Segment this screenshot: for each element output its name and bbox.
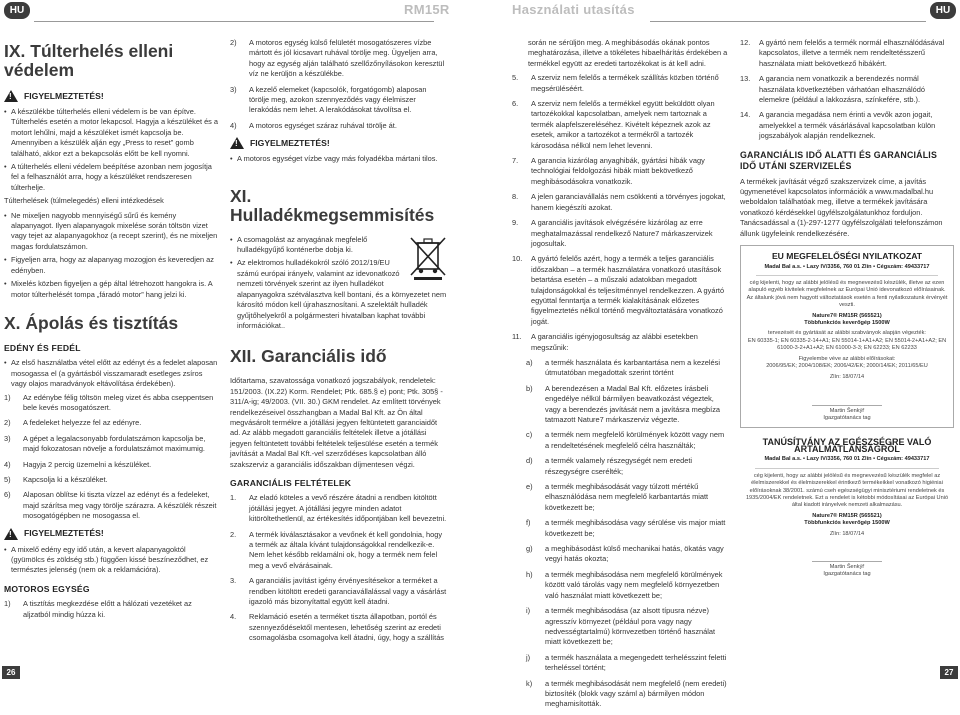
list-number: g): [526, 544, 533, 554]
list-text: a termék meghibásodását nem megfelelő (nem eredeti) biztosíték (blokk vagy száml a) bármilyen módon meghamisították.: [545, 678, 727, 709]
company-address: Madal Bal a.s. • Lazy IV/3356, 760 01 Zlín • Cégszám: 49433717: [764, 263, 930, 270]
paragraph: A termékek javítását végző szakszervizek címe, a javítás ügymenetével kapcsolatos információk a www.madalbal.hu weboldalon találhatóak meg, illetve a termékek javítására vonatkozó kérdésekkel ügyfélszolgálatunkhoz forduljon. Tanácsadással a (1)-297-1277 ügyfélszolgálati telefonszámon állunk ügyfeleink rendelkezésére.: [740, 176, 943, 238]
box-title: TANÚSÍTVÁNY AZ EGÉSZSÉGRE VALÓ ÁRTALMATLANSÁGRÓL: [762, 436, 932, 454]
list-number: 8.: [512, 192, 519, 202]
list-item: 1) A tisztítás megkezdése előtt a hálózati vezetéket az aljzatból mindig húzza ki.: [4, 599, 192, 619]
list-item: [512, 99, 730, 151]
signature-line: [812, 544, 882, 562]
list-number: 12.: [740, 38, 751, 47]
list-text: A garancia megadása nem érinti a vevők azon jogait, amelyekkel a termék vásárlásával kapcsolatban külön jogszabályok alapján rendelkeznek.: [759, 110, 936, 141]
list-item: • A készülékbe túlterhelés elleni védelem is be van építve. Túlterhelés esetén a motor lekapcsol. Hagyja a készüléket és a motort lehűlni, majd a készüléket ismét kapcsolja be. Amennyiben a készülék alján egy „Press to reset” gomb található, akkor ezt a bekapcsolás előtt be kell nyomni.: [4, 107, 220, 159]
list-text: A szerviz nem felelős a termékek szállítás közben történő megsérüléséért.: [531, 73, 719, 93]
list-item: [526, 384, 730, 426]
box-text: cég kijelenti, hogy az alábbi jelölésű és megnevezésű készülék megfelel az élelmiszerekkel és élelmiszerekkel érintkező termékeikkel vonatkozó higiéniai előírásoknak 38/2001. számú cseh egészségügyi minisztériumi rendeletnek és 1935/2004/EK rendeletnek. Ezt a rendelet is kétobbi módosításai az Európai Unió által kiadott irányelvek nemzeti alkalmazásu.: [745, 472, 949, 509]
list-text: A garancia nem vonatkozik a berendezés normál használata következtében várhatóan elhasználódó elemekre (például a lakkozásra, színkefére, stb.).: [759, 74, 925, 105]
list-number: 1): [4, 392, 11, 402]
paragraph: Túlterhelések (túlmelegedés) elleni intézkedések: [4, 196, 164, 206]
list-text: a termék meghibásodása (az alsott típusra nézve) agresszív környezet (például pora vagy nagy nedvességtartalmú) körnvezetben történő használat miatt következett be;: [545, 606, 716, 647]
list-item: [4, 475, 220, 485]
cleaning-steps: [4, 393, 220, 522]
list-item: [4, 418, 220, 428]
list-item: [526, 358, 730, 379]
warning-heading: [4, 528, 220, 540]
language-badge-left: HU: [4, 2, 30, 19]
list-number: b): [526, 383, 533, 393]
list-number: 4.: [230, 612, 237, 622]
warning-label: FIGYELMEZTETÉS!: [250, 138, 330, 149]
list-text: A szerviz nem felelős a termékkel együtt beküldött olyan tartozékokkal kapcsolatban, amelyek nem tartoznak a termék alapfelszereléséhez. Kivételt képeznek azok az esetek, amikor a tartozékot a termékről a tartozék károsodása nélkül nem lehet levenni.: [531, 99, 715, 150]
list-text: a termék meghibásodása nem megfelelő körülmények között való tárolás vagy nem megfelelő környezetben való használat miatt következett be;: [545, 569, 723, 600]
subheading: EDÉNY ÉS FEDÉL: [4, 342, 81, 353]
page-number-right: 27: [940, 666, 958, 679]
list-item: • Az elektromos hulladékokról szóló 2012/19/EU számú európai irányelv, valamint az idevonatkozó nemzeti törvények szerint az ilyen hulladékot alapanyagokra szétválasztva kell bontani, és a környezetet nem károsító módon kell újrahasznosítani. A szelektált hulladék gyűjtőhelyekről a polgármesteri hivatalban kaphat további információkat..: [230, 258, 448, 331]
warning-heading: [4, 90, 220, 102]
list-item: [230, 576, 448, 607]
warning-icon: !: [4, 528, 18, 540]
list-item: [526, 482, 730, 513]
list-item: • A túlterhelés elleni védelem beépítése azonban nem jogosítja fel a felhasználót arra, hogy a készüléket rendszeresen túlterhelje.: [4, 162, 220, 193]
list-text: Reklamáció esetén a terméket tiszta állapotban, portól és szennyeződésektől mentesen, lehetőség szerint az eredeti csomagolásba csomagolva kell átadni, úgy, hogy a szállítás: [249, 612, 444, 643]
list-text: A garanciális javítást igény érvényesítésekor a terméket a rendben kitöltött eredeti garanciavállalással vagy a vásárlást igazoló más bizonyítattal együtt kell átadni.: [249, 576, 447, 607]
list-item: [4, 393, 220, 414]
section-heading-ix: IX. Túlterhelés elleni védelem: [4, 41, 174, 80]
list-item: [526, 679, 730, 710]
column-4: [740, 38, 954, 583]
list-text: a meghibásodást külső mechanikai hatás, ökatás vagy vegyi hatás okozta;: [545, 544, 724, 564]
section-heading-xi: XI. Hulladékmegsemmisítés: [230, 185, 435, 225]
list-item: [526, 606, 730, 648]
signer-name: Martin Šenkýř: [829, 407, 865, 414]
list-text: a termék meghibásodását vagy túlzott mértékű elhasználódása nem megfelelő karbantartás miatt következett be;: [545, 482, 709, 512]
list-number: 14.: [740, 110, 751, 120]
list-item: • A mixelő edény egy idő után, a kevert alapanyagoktól (gyümölcs és zöldség stb.) függően kissé beszíneződhet, ez természtes jelenség (nem ok a reklamációra).: [4, 545, 220, 576]
list-text: A berendezésen a Madal Bal Kft. előzetes írásbeli engedélye nélkül bármilyen beavatkozást végeztek, vagy a berendezés javítását nem a javításra megbíza tatmazott Nature7 márkaszerviz végezte.: [545, 383, 721, 424]
list-item: [4, 460, 220, 470]
model-name: Nature7® RM15R (565521): [812, 312, 882, 319]
list-number: 2): [4, 418, 11, 428]
warranty-conditions: [512, 73, 730, 353]
list-number: k): [526, 678, 533, 688]
list-number: 6.: [512, 99, 519, 109]
section-heading-x: X. Ápolás és tisztítás: [4, 312, 179, 333]
list-number: 4): [4, 459, 11, 469]
list-number: 2): [230, 38, 237, 47]
model-description: Többfunkciós keverőgép 1500W: [804, 319, 890, 326]
list-number: a): [526, 357, 533, 367]
list-text: A gyártó felelős azért, hogy a termék a teljes garanciális időszakban – a termék használatára vonatkozó utasítások betartása esetén – a műszaki adatokban megadott tulajdonságokkal és teljesítménnyel rendelkezzen. A gyártó együttal fenntartja a termék kialakításának előzetes figyelmeztetés nélkül történő megváltoztatására vonatkozó jogát.: [531, 254, 725, 326]
header-rule-left: [34, 21, 434, 22]
list-item: [4, 490, 220, 521]
list-item: [230, 493, 448, 524]
list-item: [740, 110, 954, 141]
list-item: [512, 192, 730, 213]
subheading: GARANCIÁLIS FELTÉTELEK: [230, 477, 352, 488]
page-header: [0, 0, 960, 22]
list-number: f): [526, 518, 531, 528]
header-rule-right: [650, 21, 926, 22]
warranty-conditions: [740, 38, 954, 142]
standards-list: EN 60335-1; EN 60335-2-14+A1; EN 55014-1+A1+A2; EN 55014-2+A1+A2; EN 61000-3-2+A1+A2; EN 61000-3-3; EN 62233; EN 62233: [747, 337, 947, 352]
place-date: Zlín: 18/07/14: [829, 530, 865, 537]
list-text: Kapcsolja ki a készüléket.: [23, 474, 108, 484]
list-number: c): [526, 430, 533, 440]
list-number: 9.: [512, 218, 519, 228]
list-text: A motoros egység külső felületét mosogatószeres vízbe mártott és jól kicsavart ruhával törölje meg. Ügyeljen arra, hogy az egység alján található szellőzőnyílásokon keresztül víz ne kerüljön a készülékbe.: [249, 38, 445, 79]
list-item: [230, 38, 448, 80]
signer-name: Martin Šenkýř: [829, 564, 865, 571]
list-text: a termék valamely részegységét nem eredeti részegységre cserélték;: [545, 456, 693, 476]
list-text: a termék nem megfelelő körülmények között vagy nem a rendeltetésének megfelelő célra használták;: [545, 430, 725, 450]
warranty-exclusions: [512, 358, 730, 710]
page-number-left: 26: [2, 666, 20, 679]
cleaning-steps: [230, 38, 448, 131]
list-item: [740, 38, 954, 69]
list-number: h): [526, 569, 533, 579]
column-3: [512, 38, 730, 715]
list-text: a termék használata a megengedett terhelésszint feletti terheléssel történt;: [545, 652, 727, 673]
list-item: [512, 332, 730, 353]
list-text: A garanciális javítások elvégzésére kizárólag az erre meghatalmazással rendelkező Nature7 márkaszervizek jogosultak.: [531, 218, 713, 248]
list-number: 5): [4, 474, 11, 484]
warning-label: FIGYELMEZTETÉS!: [24, 90, 104, 101]
list-number: 5.: [512, 73, 519, 83]
manual-title: Használati utasítás: [512, 2, 635, 17]
list-item: [526, 456, 730, 477]
list-text: Az edénybe félig töltsön meleg vizet és abba cseppentsen bele kevés mosogatószert.: [23, 392, 214, 412]
list-item: [230, 530, 448, 572]
list-item: [526, 518, 730, 539]
list-item: [512, 218, 730, 249]
list-number: e): [526, 482, 533, 492]
company-address: Madal Bal a.s. • Lazy IV/3356, 760 01 Zlín • Cégszám: 49433717: [764, 456, 930, 463]
section-heading-xii: XII. Garanciális idő: [230, 346, 387, 367]
list-number: 3.: [230, 576, 237, 586]
list-text: A kezelő elemeket (kapcsolók, forgatógomb) alaposan törölje meg, azokon szennyeződés vagy élelmiszer lerakódás nem lehet. A lerakódásokat távolítsa el.: [249, 84, 427, 115]
list-item: • A motoros egységet vízbe vagy más folyadékba mártani tilos.: [230, 154, 448, 164]
list-text: Alaposan öblítse ki tiszta vízzel az edényt és a fedeleket, majd szárítsa meg vagy törölje szárazra. A készülék részeit mosogatógépben ne mosogassa el.: [23, 490, 217, 521]
list-item: • A csomagolást az anyagának megfelelő hulladékgyűjtő konténerbe dobja ki.: [230, 235, 448, 256]
list-item: • Mixelés közben figyeljen a gép által létrehozott hangokra is. A motor túlterhelését tompa „fáradó motor” hang jelzi ki.: [4, 279, 220, 300]
language-badge-right: HU: [930, 2, 956, 19]
signer-role: Igazgatótanács tag: [823, 571, 871, 578]
list-text: Az eladó köteles a vevő részére átadni a rendben kitöltött jótállási jegyet. A jótállási jegyre minden adatot kitöröltethetlenül, az értékesítés időpontjában kell bevezetni.: [249, 493, 447, 524]
list-item: • Ne mixeljen nagyobb mennyiségű sűrű és kemény alapanyagot. Ilyen alapanyagok mixelése során töltsön vizet vagy tejet az alapanyagokhoz (a recept szerint), és ne mixeljen magas fordulatszámon.: [4, 211, 220, 253]
list-number: 6): [4, 490, 11, 500]
list-item: [526, 544, 730, 565]
place-date: Zlín: 18/07/14: [829, 374, 865, 381]
box-text: Figyelembe véve az alábbi előírásokat:: [798, 355, 896, 362]
list-text: A gépet a legalacsonyabb fordulatszámon kapcsolja be, majd fokozatosan növelje a fordulatszámot maximumig.: [23, 433, 206, 454]
list-number: 11.: [512, 332, 522, 342]
list-number: i): [526, 606, 531, 616]
list-item: • Az első használatba vétel előtt az edényt és a fedelet alaposan mosogassa el (a gyártásból visszamaradt esetleges zsíros vagy olajos maradványok eltávolítása érdekében).: [4, 358, 220, 389]
warning-icon: !: [4, 90, 18, 102]
list-number: 7.: [512, 156, 519, 166]
list-text: A jelen garanciavállalás nem csökkenti a törvényes jogokat, hanem kiegészíti azokat.: [531, 192, 726, 212]
list-text: A garancia kizárólag anyaghibák, gyártási hibák vagy technológiai feldolgozási hibák miatt bekövetkező meghibásodásokra vonatkozik.: [531, 156, 705, 186]
column-2: [230, 38, 448, 649]
paragraph: során ne sérüljön meg. A meghibásodás okának pontos meghatározása, illetve a tökéletes hibaelhárítás érdekében a termékkel együtt az eredeti tartozékokat is át kell adni.: [528, 38, 728, 68]
warranty-conditions: [230, 493, 448, 643]
box-title: EU MEGFELELŐSÉGI NYILATKOZAT: [771, 251, 923, 262]
list-text: A motoros egységet száraz ruhával törölje át.: [249, 120, 397, 130]
list-item: [526, 430, 730, 451]
signature-line: [812, 388, 882, 406]
list-item: [4, 434, 220, 455]
list-number: 3): [230, 84, 237, 94]
column-1: [4, 38, 220, 625]
eu-declaration-box: [740, 245, 954, 428]
list-item: • Figyeljen arra, hogy az alapanyag mozogjon és keveredjen az edényben.: [4, 255, 220, 276]
list-text: A termék kiválasztásakor a vevőnek ét kell gondolnia, hogy a termék az általa kívánt tulajdonságokkal rendelkezik-e. Nem lehet később reklamálni ok, hogy a termék nem felel meg a vevő elvárásainak.: [249, 529, 443, 570]
list-number: 10.: [512, 254, 523, 264]
list-text: a termék meghibásodása vagy sérülése vis major miatt következett be;: [545, 518, 726, 538]
subheading: GARANCIÁLIS IDŐ ALATTI ÉS GARANCIÁLIS IDŐ UTÁNI SZERVIZELÉS: [740, 149, 938, 171]
warning-heading: [230, 137, 448, 149]
subheading: MOTOROS EGYSÉG: [4, 583, 90, 594]
list-number: 2.: [230, 529, 237, 539]
list-item: [526, 570, 730, 601]
box-text: tervezését és gyártását az alábbi szabványok alapján végezték:: [768, 330, 926, 337]
list-text: A fedeleket helyezze fel az edényre.: [23, 418, 142, 428]
list-item: [512, 254, 730, 327]
list-item: [230, 121, 448, 131]
warning-icon: !: [230, 137, 244, 149]
list-item: [230, 85, 448, 116]
signer-role: Igazgatótanács tag: [823, 415, 871, 422]
warning-label: FIGYELMEZTETÉS!: [24, 528, 104, 539]
list-item: [526, 653, 730, 674]
health-certificate-box: [740, 434, 954, 583]
list-number: 4): [230, 120, 237, 130]
list-number: j): [526, 652, 531, 662]
list-number: d): [526, 456, 533, 466]
list-text: A gyártó nem felelős a termék normál elhasználódásával kapcsolatos, illetve a termék nem rendeltetésszerű használata miatt bekövetkező hibákért.: [759, 38, 945, 68]
directives-list: 2006/95/EK; 2004/108/EK; 2006/42/EK; 2000/14/EK; 2011/65/EU: [766, 362, 928, 369]
list-item: [512, 156, 730, 187]
list-text: Hagyja 2 percig üzemelni a készüléket.: [23, 459, 152, 469]
product-title: RM15R: [404, 2, 450, 17]
box-text: cég kijelenti, hogy az alábbi jelölésű és megnevezésű készülék, illetve az ezen alapuló egyéb kivitelek megfelelnek az Európai Unió idevonatkozó előírásainak. Az általunk jóvá nem hagyott változtatások esetén a fenti nyilatkozatunk érvényét veszti.: [746, 279, 948, 309]
list-number: 13.: [740, 74, 751, 84]
model-name: Nature7® RM15R (565521): [812, 512, 882, 519]
model-description: Többfunkciós keverőgép 1500W: [804, 520, 890, 527]
list-item: [740, 74, 954, 105]
list-text: a termék használata és karbantartása nem a kezelési útmutatóban megadottak szerint történt: [545, 357, 721, 378]
list-item: [230, 612, 448, 643]
list-number: 3): [4, 433, 11, 443]
list-number: 1.: [230, 493, 237, 503]
list-text: A garanciális igényjogosultság az alábbi esetekben megszűnik:: [531, 332, 698, 352]
paragraph: Időtartama, szavatossága vonatkozó jogszabályok, rendeletek: 151/2003. (IX.22) Korm. Rendelet; Ptk. 685.§ e) pont; Ptk. 305§ - 311/A-ig; 49/2003. (VII. 30.) GKM rendelet. Az említett törvények rendelkezéseivel összhangban a Madal Bal Kft. az Ön által megvásárolt termékre a jótállási jegyen feltüntetett garanciaidőt ad. Az alább megadott garanciális feltételek illetve a jótállási jegyen feltüntetett további feltételek teljesülése esetén a termék javítását a Madal Bal Kft.-vel szerződéses kapcsolatban álló szakszerviz a garanciális időszakban díjmentesen végzi.: [230, 376, 443, 469]
list-item: [512, 73, 730, 94]
